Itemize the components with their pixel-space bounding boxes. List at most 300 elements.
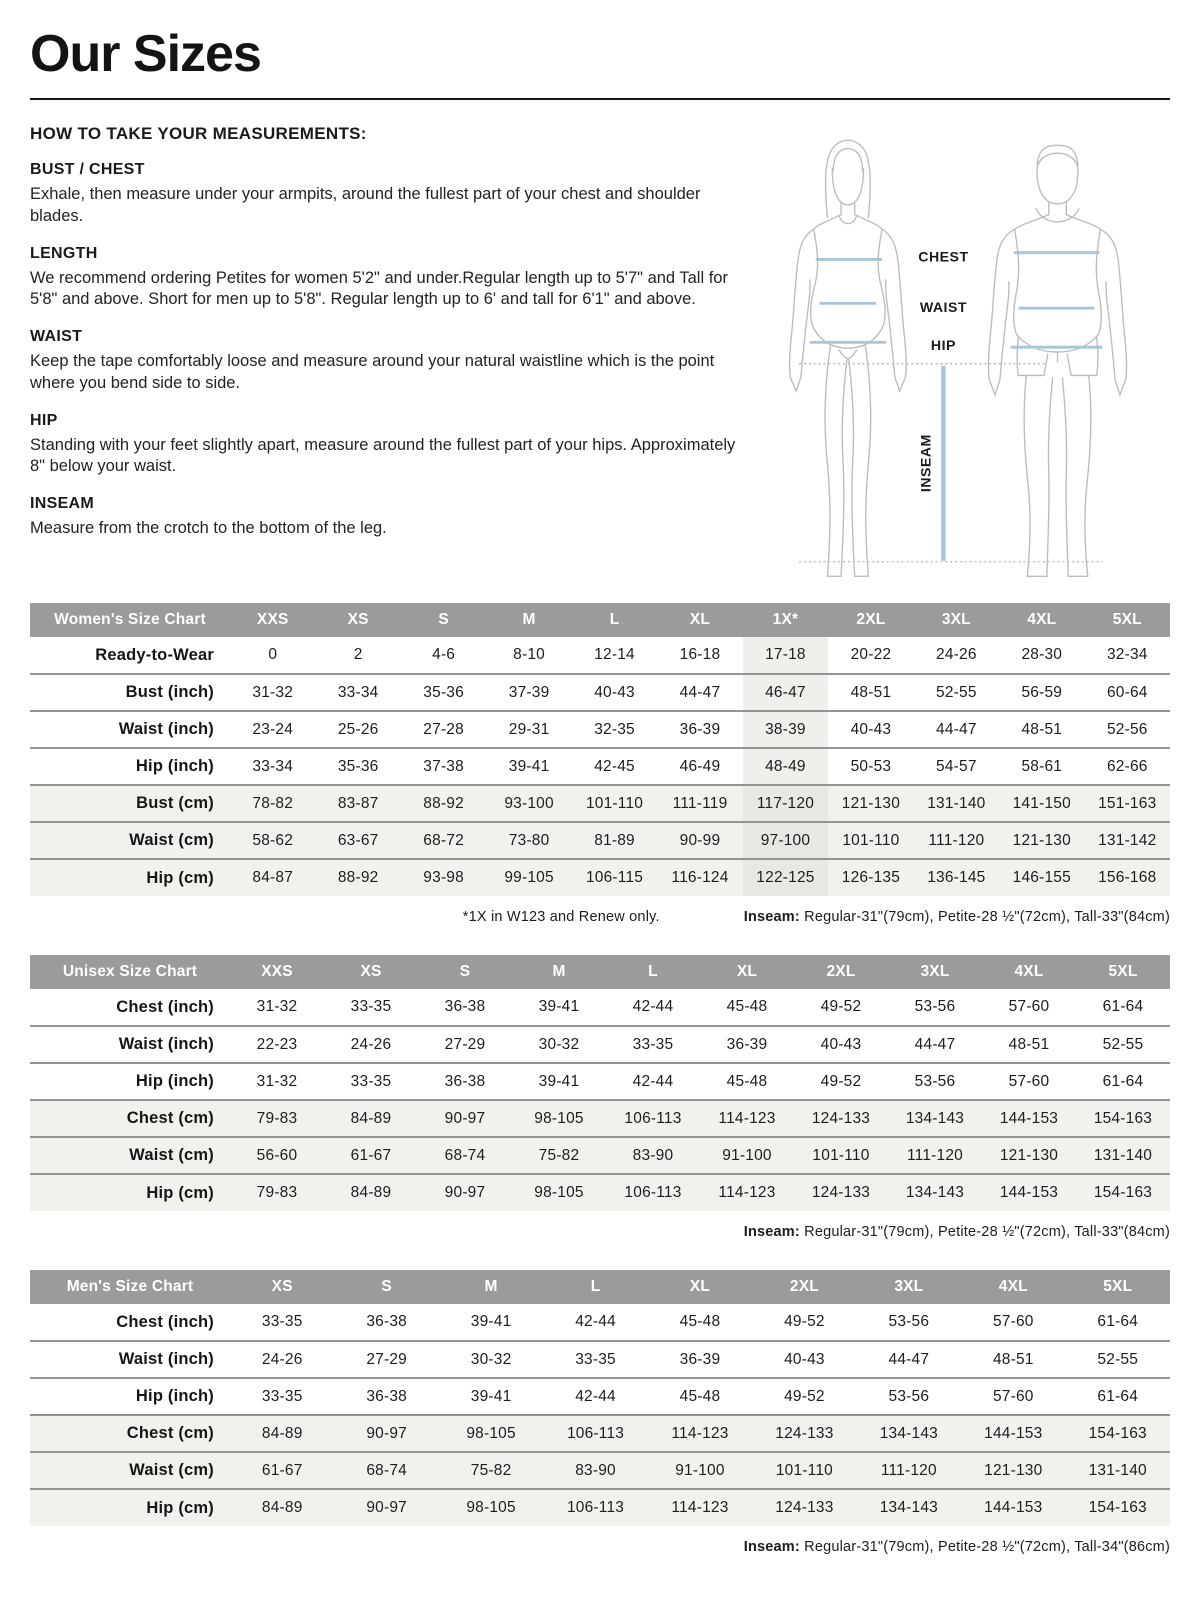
- size-cell: 111-120: [857, 1452, 961, 1489]
- section-body: Standing with your feet slightly apart, measure around the fullest part of your hips. Approximately 8" below your waist.: [30, 435, 736, 476]
- size-cell: 121-130: [961, 1452, 1065, 1489]
- size-cell: 35-36: [423, 683, 464, 701]
- size-cell: 52-55: [1097, 1350, 1139, 1368]
- size-column-header: 2XL: [794, 955, 888, 989]
- size-cell: 88-92: [401, 785, 486, 822]
- size-column-header: 2XL: [828, 603, 913, 637]
- row-label: Ready-to-Wear: [95, 645, 214, 664]
- size-cell: 35-36: [337, 757, 379, 775]
- size-column-header: 3XL: [857, 1270, 961, 1304]
- size-cell: 48-51: [1008, 1035, 1050, 1053]
- table-title: Unisex Size Chart: [30, 955, 230, 989]
- size-cell: 33-35: [350, 998, 392, 1015]
- unisex-size-chart-table: [30, 955, 1170, 1211]
- size-cell: 121-130: [999, 822, 1084, 859]
- size-cell: 42-44: [575, 1387, 616, 1405]
- size-cell: 52-55: [1102, 1035, 1144, 1053]
- row-label: Waist (cm): [30, 1137, 230, 1174]
- size-cell: 36-38: [366, 1387, 407, 1405]
- section-body: We recommend ordering Petites for women 5'2" and under.Regular length up to 5'7" and Tall for 5'8" and above. Short for men up to 5'8". Regular length up to 6' and tall for 6'1" and above.: [30, 268, 728, 309]
- row-label: Chest (cm): [30, 1415, 230, 1452]
- size-cell: 90-97: [418, 1174, 512, 1211]
- size-cell: 33-35: [632, 1035, 674, 1053]
- size-cell: 124-133: [794, 1100, 888, 1137]
- size-cell: 42-44: [632, 1072, 674, 1090]
- size-cell: 84-89: [230, 1489, 334, 1526]
- size-cell: 39-41: [538, 998, 580, 1015]
- unisex-inseam-note: [744, 1224, 1170, 1240]
- size-column-header: 1X*: [743, 603, 828, 637]
- size-cell: 33-34: [252, 757, 294, 775]
- row-label: Chest (cm): [30, 1100, 230, 1137]
- size-cell: 84-87: [230, 859, 315, 896]
- mens-size-chart-table: [30, 1270, 1170, 1526]
- size-cell: 40-43: [820, 1035, 862, 1053]
- size-cell: 106-113: [543, 1489, 647, 1526]
- size-cell: 49-52: [820, 1072, 862, 1090]
- size-cell: 30-32: [470, 1350, 512, 1368]
- section-bust-chest: [30, 161, 750, 228]
- size-cell: 49-52: [784, 1387, 825, 1405]
- size-cell: 117-120: [743, 785, 828, 822]
- size-column-header: XL: [648, 1270, 752, 1304]
- size-cell: 28-30: [1021, 646, 1063, 663]
- size-cell: 37-38: [423, 757, 464, 775]
- table-row: [30, 1137, 1170, 1174]
- size-cell: 42-44: [575, 1313, 616, 1330]
- size-cell: 79-83: [230, 1174, 324, 1211]
- size-cell: 111-119: [657, 785, 742, 822]
- size-cell: 36-38: [444, 998, 486, 1015]
- size-cell: 20-22: [850, 646, 892, 663]
- row-label: Waist (inch): [118, 1035, 214, 1053]
- size-cell: 17-18: [743, 637, 828, 674]
- size-cell: 131-142: [1085, 822, 1170, 859]
- size-cell: 50-53: [850, 757, 892, 775]
- size-cell: 93-100: [486, 785, 571, 822]
- size-cell: 93-98: [401, 859, 486, 896]
- size-column-header: S: [418, 955, 512, 989]
- row-label: Waist (inch): [118, 1350, 214, 1368]
- size-cell: 63-67: [315, 822, 400, 859]
- size-column-header: XS: [324, 955, 418, 989]
- size-cell: 144-153: [982, 1100, 1076, 1137]
- size-cell: 40-43: [850, 720, 892, 738]
- title-divider: [30, 98, 1170, 100]
- how-to-heading: HOW TO TAKE YOUR MEASUREMENTS:: [30, 124, 367, 143]
- row-label: Hip (cm): [30, 1489, 230, 1526]
- size-cell: 39-41: [470, 1387, 512, 1405]
- size-column-header: 2XL: [752, 1270, 856, 1304]
- size-cell: 68-74: [334, 1452, 438, 1489]
- inseam-note-label: Inseam:: [743, 909, 800, 925]
- size-cell: 44-47: [936, 720, 977, 738]
- size-cell: 151-163: [1085, 785, 1170, 822]
- size-cell: 78-82: [230, 785, 315, 822]
- size-cell: 57-60: [1008, 1072, 1050, 1090]
- woman-figure-outline: [790, 140, 907, 576]
- size-cell: 24-26: [350, 1035, 392, 1053]
- row-label: Hip (cm): [30, 859, 230, 896]
- size-cell: 68-74: [418, 1137, 512, 1174]
- size-cell: 38-39: [743, 711, 828, 748]
- size-cell: 36-38: [444, 1072, 486, 1090]
- table-row: [30, 1489, 1170, 1526]
- hip-label: HIP: [930, 337, 956, 354]
- table-row: [30, 785, 1170, 822]
- size-cell: 27-29: [444, 1035, 486, 1053]
- mens-chart-footnotes: [30, 1539, 1170, 1555]
- size-cell: 146-155: [999, 859, 1084, 896]
- size-cell: 31-32: [252, 683, 294, 701]
- row-label: Bust (inch): [125, 683, 214, 701]
- size-cell: 33-34: [337, 683, 379, 701]
- size-cell: 144-153: [982, 1174, 1076, 1211]
- section-title: WAIST: [30, 328, 83, 346]
- size-cell: 45-48: [726, 1072, 768, 1090]
- size-cell: 106-113: [606, 1100, 700, 1137]
- size-column-header: M: [439, 1270, 543, 1304]
- size-cell: 124-133: [752, 1489, 856, 1526]
- size-cell: 106-113: [543, 1415, 647, 1452]
- size-column-header: 4XL: [961, 1270, 1065, 1304]
- size-cell: 8-10: [513, 646, 545, 663]
- size-cell: 46-49: [679, 757, 721, 775]
- table-row: [30, 1174, 1170, 1211]
- one-x-footnote: *1X in W123 and Renew only.: [462, 909, 660, 925]
- size-cell: 61-64: [1102, 998, 1144, 1015]
- size-cell: 111-120: [914, 822, 999, 859]
- size-cell: 83-90: [543, 1452, 647, 1489]
- size-cell: 99-105: [486, 859, 571, 896]
- size-cell: 42-44: [632, 998, 674, 1015]
- size-cell: 144-153: [961, 1489, 1065, 1526]
- section-title: HIP: [30, 411, 58, 429]
- size-cell: 32-34: [1106, 646, 1148, 663]
- size-cell: 44-47: [679, 683, 721, 701]
- row-label: Hip (inch): [135, 1072, 214, 1090]
- table-row: [30, 859, 1170, 896]
- size-cell: 84-89: [324, 1174, 418, 1211]
- section-inseam: [30, 495, 750, 540]
- size-cell: 33-35: [261, 1387, 303, 1405]
- size-cell: 32-35: [594, 720, 635, 738]
- row-label: Chest (inch): [116, 1312, 214, 1331]
- size-cell: 57-60: [992, 1313, 1034, 1330]
- size-cell: 84-89: [324, 1100, 418, 1137]
- page-title: Our Sizes: [30, 25, 261, 83]
- size-cell: 75-82: [439, 1452, 543, 1489]
- row-label: Waist (inch): [118, 720, 214, 738]
- inseam-note-label: Inseam:: [743, 1539, 800, 1555]
- size-cell: 81-89: [572, 822, 657, 859]
- size-cell: 45-48: [726, 998, 768, 1015]
- size-column-header: 4XL: [982, 955, 1076, 989]
- man-figure-outline: [988, 145, 1126, 576]
- size-cell: 39-41: [470, 1313, 512, 1330]
- size-cell: 134-143: [888, 1100, 982, 1137]
- size-column-header: S: [334, 1270, 438, 1304]
- size-cell: 134-143: [888, 1174, 982, 1211]
- size-cell: 49-52: [784, 1313, 825, 1330]
- size-cell: 97-100: [743, 822, 828, 859]
- section-body: Keep the tape comfortably loose and measure around your natural waistline which is the point where you bend side to side.: [30, 352, 715, 392]
- size-cell: 90-97: [334, 1415, 438, 1452]
- size-cell: 53-56: [914, 1072, 956, 1090]
- size-cell: 44-47: [914, 1035, 956, 1053]
- size-column-header: XS: [315, 603, 400, 637]
- size-cell: 49-52: [820, 998, 862, 1015]
- size-cell: 56-60: [230, 1137, 324, 1174]
- size-cell: 101-110: [752, 1452, 856, 1489]
- size-cell: 75-82: [512, 1137, 606, 1174]
- table-row: [30, 1415, 1170, 1452]
- table-title: Women's Size Chart: [30, 603, 230, 637]
- size-cell: 23-24: [252, 720, 294, 738]
- size-cell: 45-48: [679, 1387, 721, 1405]
- size-cell: 58-62: [230, 822, 315, 859]
- size-cell: 33-35: [350, 1072, 392, 1090]
- size-cell: 58-61: [1021, 757, 1063, 775]
- section-body: Exhale, then measure under your armpits, around the fullest part of your chest and shoulder blades.: [30, 185, 701, 225]
- size-cell: 98-105: [512, 1174, 606, 1211]
- size-cell: 124-133: [794, 1174, 888, 1211]
- size-column-header: M: [486, 603, 571, 637]
- size-cell: 91-100: [648, 1452, 752, 1489]
- size-cell: 45-48: [679, 1313, 721, 1330]
- size-cell: 134-143: [857, 1415, 961, 1452]
- size-cell: 4-6: [432, 646, 456, 663]
- size-cell: 60-64: [1106, 683, 1148, 701]
- size-cell: 144-153: [961, 1415, 1065, 1452]
- size-cell: 48-51: [850, 683, 892, 701]
- size-cell: 90-97: [418, 1100, 512, 1137]
- size-cell: 114-123: [700, 1100, 794, 1137]
- unisex-chart-footnotes: [30, 1224, 1170, 1240]
- size-cell: 22-23: [256, 1035, 298, 1053]
- size-cell: 73-80: [486, 822, 571, 859]
- table-row: [30, 1100, 1170, 1137]
- size-cell: 61-64: [1102, 1072, 1144, 1090]
- row-label: Hip (cm): [30, 1174, 230, 1211]
- size-cell: 98-105: [439, 1489, 543, 1526]
- size-cell: 98-105: [439, 1415, 543, 1452]
- size-cell: 61-64: [1097, 1313, 1139, 1330]
- section-title: LENGTH: [30, 244, 98, 262]
- size-cell: 154-163: [1066, 1489, 1171, 1526]
- size-cell: 83-90: [606, 1137, 700, 1174]
- size-cell: 88-92: [315, 859, 400, 896]
- table-row: [30, 989, 1170, 1026]
- inseam-note-text: Regular-31"(79cm), Petite-28 ½"(72cm), Tall-33"(84cm): [799, 909, 1170, 925]
- size-cell: 90-99: [657, 822, 742, 859]
- size-cell: 121-130: [828, 785, 913, 822]
- mens-inseam-note: [744, 1539, 1170, 1555]
- size-cell: 36-38: [366, 1313, 407, 1330]
- womens-inseam-note: [744, 909, 1170, 925]
- size-cell: 83-87: [315, 785, 400, 822]
- size-column-header: L: [572, 603, 657, 637]
- size-cell: 91-100: [700, 1137, 794, 1174]
- table-title: Men's Size Chart: [30, 1270, 230, 1304]
- size-cell: 36-39: [726, 1035, 768, 1053]
- size-cell: 24-26: [936, 646, 977, 663]
- size-column-header: 4XL: [999, 603, 1084, 637]
- size-cell: 16-18: [679, 646, 721, 663]
- size-cell: 136-145: [914, 859, 999, 896]
- size-cell: 37-39: [508, 683, 550, 701]
- size-cell: 114-123: [648, 1415, 752, 1452]
- size-cell: 111-120: [888, 1137, 982, 1174]
- size-cell: 116-124: [657, 859, 742, 896]
- size-cell: 33-35: [261, 1313, 303, 1330]
- size-cell: 61-67: [230, 1452, 334, 1489]
- section-title: BUST / CHEST: [30, 161, 145, 178]
- size-cell: 53-56: [914, 998, 956, 1015]
- row-label: Waist (cm): [30, 822, 230, 859]
- size-cell: 124-133: [752, 1415, 856, 1452]
- size-cell: 141-150: [999, 785, 1084, 822]
- table-row: [30, 711, 1170, 748]
- row-label: Waist (cm): [30, 1452, 230, 1489]
- size-cell: 48-51: [1021, 720, 1063, 738]
- table-row: [30, 637, 1170, 674]
- size-cell: 0: [268, 646, 278, 663]
- size-cell: 52-56: [1106, 720, 1148, 738]
- size-cell: 62-66: [1106, 757, 1148, 775]
- size-cell: 61-67: [324, 1137, 418, 1174]
- size-cell: 101-110: [572, 785, 657, 822]
- size-column-header: XL: [700, 955, 794, 989]
- size-cell: 84-89: [230, 1415, 334, 1452]
- size-column-header: 5XL: [1076, 955, 1170, 989]
- size-cell: 53-56: [888, 1313, 930, 1330]
- size-cell: 57-60: [992, 1387, 1034, 1405]
- size-cell: 48-51: [992, 1350, 1034, 1368]
- size-column-header: 3XL: [914, 603, 999, 637]
- inseam-label: INSEAM: [917, 434, 934, 493]
- body-measurement-illustration: [750, 120, 1170, 588]
- womens-chart-footnotes: [30, 909, 1170, 925]
- size-cell: 98-105: [512, 1100, 606, 1137]
- size-cell: 36-39: [679, 720, 721, 738]
- size-cell: 48-49: [743, 748, 828, 785]
- size-cell: 79-83: [230, 1100, 324, 1137]
- section-length: [30, 245, 750, 312]
- size-column-header: L: [606, 955, 700, 989]
- size-cell: 154-163: [1076, 1174, 1170, 1211]
- row-label: Hip (inch): [135, 757, 214, 775]
- size-column-header: 5XL: [1085, 603, 1170, 637]
- size-cell: 122-125: [743, 859, 828, 896]
- size-cell: 53-56: [888, 1387, 930, 1405]
- section-hip: [30, 412, 750, 479]
- table-row: [30, 1063, 1170, 1100]
- size-cell: 56-59: [1021, 683, 1063, 701]
- size-cell: 114-123: [648, 1489, 752, 1526]
- size-cell: 131-140: [1076, 1137, 1170, 1174]
- table-row: [30, 1304, 1170, 1341]
- table-row: [30, 1026, 1170, 1063]
- size-column-header: M: [512, 955, 606, 989]
- size-cell: 54-57: [936, 757, 977, 775]
- size-cell: 44-47: [888, 1350, 930, 1368]
- size-cell: 2: [353, 646, 363, 663]
- table-row: [30, 1341, 1170, 1378]
- size-cell: 39-41: [538, 1072, 580, 1090]
- size-cell: 134-143: [857, 1489, 961, 1526]
- table-row: [30, 674, 1170, 711]
- measurement-diagram: [750, 120, 1170, 593]
- row-label: Chest (inch): [116, 997, 214, 1016]
- inseam-note-text: Regular-31"(79cm), Petite-28 ½"(72cm), Tall-34"(86cm): [799, 1539, 1170, 1555]
- size-cell: 31-32: [256, 1072, 298, 1090]
- size-column-header: 3XL: [888, 955, 982, 989]
- size-cell: 106-113: [606, 1174, 700, 1211]
- size-cell: 68-72: [401, 822, 486, 859]
- size-cell: 40-43: [594, 683, 635, 701]
- section-title: INSEAM: [30, 495, 95, 513]
- size-cell: 33-35: [575, 1350, 616, 1368]
- size-cell: 31-32: [256, 998, 298, 1015]
- measurements-row: [30, 124, 1170, 593]
- section-waist: [30, 328, 750, 395]
- size-cell: 101-110: [828, 822, 913, 859]
- size-cell: 40-43: [784, 1350, 825, 1368]
- size-cell: 30-32: [538, 1035, 580, 1053]
- size-cell: 24-26: [261, 1350, 303, 1368]
- size-column-header: S: [401, 603, 486, 637]
- size-cell: 12-14: [594, 646, 635, 663]
- size-cell: 154-163: [1076, 1100, 1170, 1137]
- size-cell: 25-26: [337, 720, 379, 738]
- inseam-note-label: Inseam:: [743, 1224, 800, 1240]
- size-cell: 39-41: [508, 757, 550, 775]
- size-column-header: XXS: [230, 955, 324, 989]
- size-column-header: XXS: [230, 603, 315, 637]
- size-column-header: XS: [230, 1270, 334, 1304]
- size-cell: 52-55: [936, 683, 977, 701]
- size-cell: 61-64: [1097, 1387, 1139, 1405]
- section-body: Measure from the crotch to the bottom of the leg.: [30, 519, 387, 538]
- size-cell: 42-45: [594, 757, 635, 775]
- size-cell: 27-28: [423, 720, 464, 738]
- size-cell: 29-31: [508, 720, 550, 738]
- table-row: [30, 822, 1170, 859]
- size-column-header: XL: [657, 603, 742, 637]
- table-row: [30, 748, 1170, 785]
- size-cell: 131-140: [914, 785, 999, 822]
- size-cell: 46-47: [743, 674, 828, 711]
- size-cell: 154-163: [1066, 1415, 1171, 1452]
- measurement-instructions: [30, 124, 750, 557]
- size-cell: 27-29: [366, 1350, 407, 1368]
- size-cell: 57-60: [1008, 998, 1050, 1015]
- waist-label: WAIST: [919, 299, 968, 316]
- inseam-note-text: Regular-31"(79cm), Petite-28 ½"(72cm), Tall-33"(84cm): [799, 1224, 1170, 1240]
- table-row: [30, 1378, 1170, 1415]
- table-row: [30, 1452, 1170, 1489]
- chest-label: CHEST: [918, 248, 969, 265]
- size-column-header: 5XL: [1066, 1270, 1171, 1304]
- size-cell: 121-130: [982, 1137, 1076, 1174]
- womens-size-chart-table: [30, 603, 1170, 896]
- row-label: Bust (cm): [30, 785, 230, 822]
- row-label: Hip (inch): [135, 1387, 214, 1405]
- size-cell: 156-168: [1085, 859, 1170, 896]
- size-cell: 126-135: [828, 859, 913, 896]
- size-column-header: L: [543, 1270, 647, 1304]
